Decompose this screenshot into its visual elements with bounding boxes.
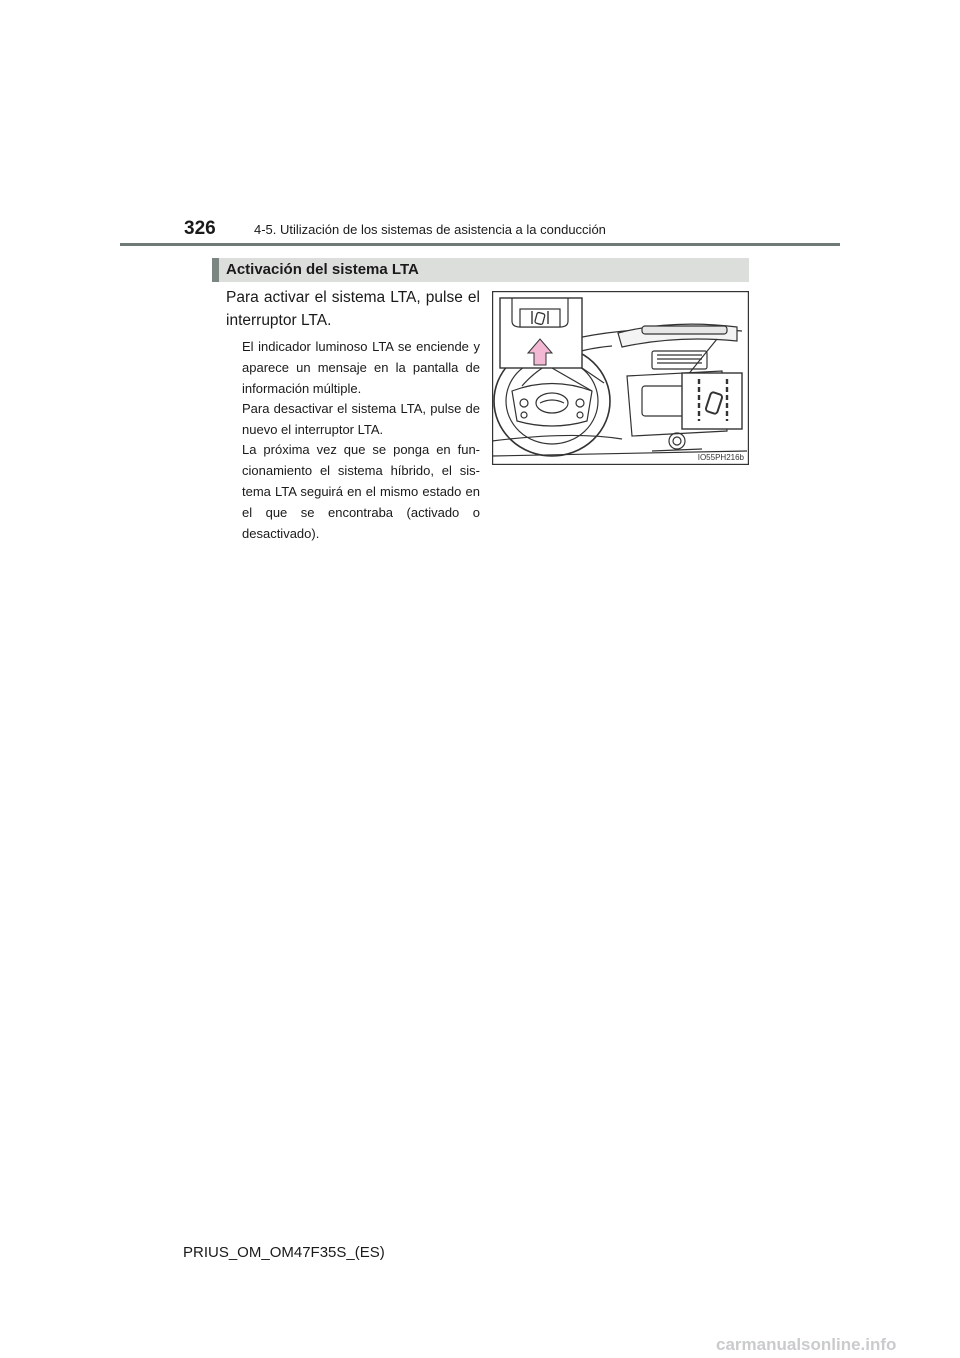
note-next-start: La próxima vez que se ponga en fun-cionamiento el sistema híbrido, el sis-tema LTA seguirá en el mismo estado en el que se encontraba (activado o desactivado). bbox=[242, 442, 480, 541]
section-header-bar bbox=[212, 258, 219, 282]
note-indicator: El indicador luminoso LTA se enciende y aparece un mensaje en la pantalla de información múltiple. bbox=[242, 339, 480, 396]
dashboard-illustration bbox=[492, 291, 749, 465]
header-rule bbox=[120, 243, 840, 246]
section-title: Activación del sistema LTA bbox=[226, 261, 419, 278]
watermark: carmanualsonline.info bbox=[716, 1335, 897, 1354]
chapter-title: 4-5. Utilización de los sistemas de asistencia a la conducción bbox=[254, 222, 606, 237]
document-id: PRIUS_OM_OM47F35S_(ES) bbox=[183, 1244, 385, 1261]
dashboard-drawing bbox=[492, 291, 749, 465]
figure-code: IO55PH216b bbox=[697, 453, 744, 462]
note-deactivate: Para desactivar el sistema LTA, pulse de nuevo el interruptor LTA. bbox=[242, 401, 480, 437]
section-header bbox=[212, 258, 749, 282]
page-number: 326 bbox=[184, 218, 216, 239]
main-instruction: Para activar el sistema LTA, pulse el interruptor LTA. bbox=[226, 289, 480, 329]
